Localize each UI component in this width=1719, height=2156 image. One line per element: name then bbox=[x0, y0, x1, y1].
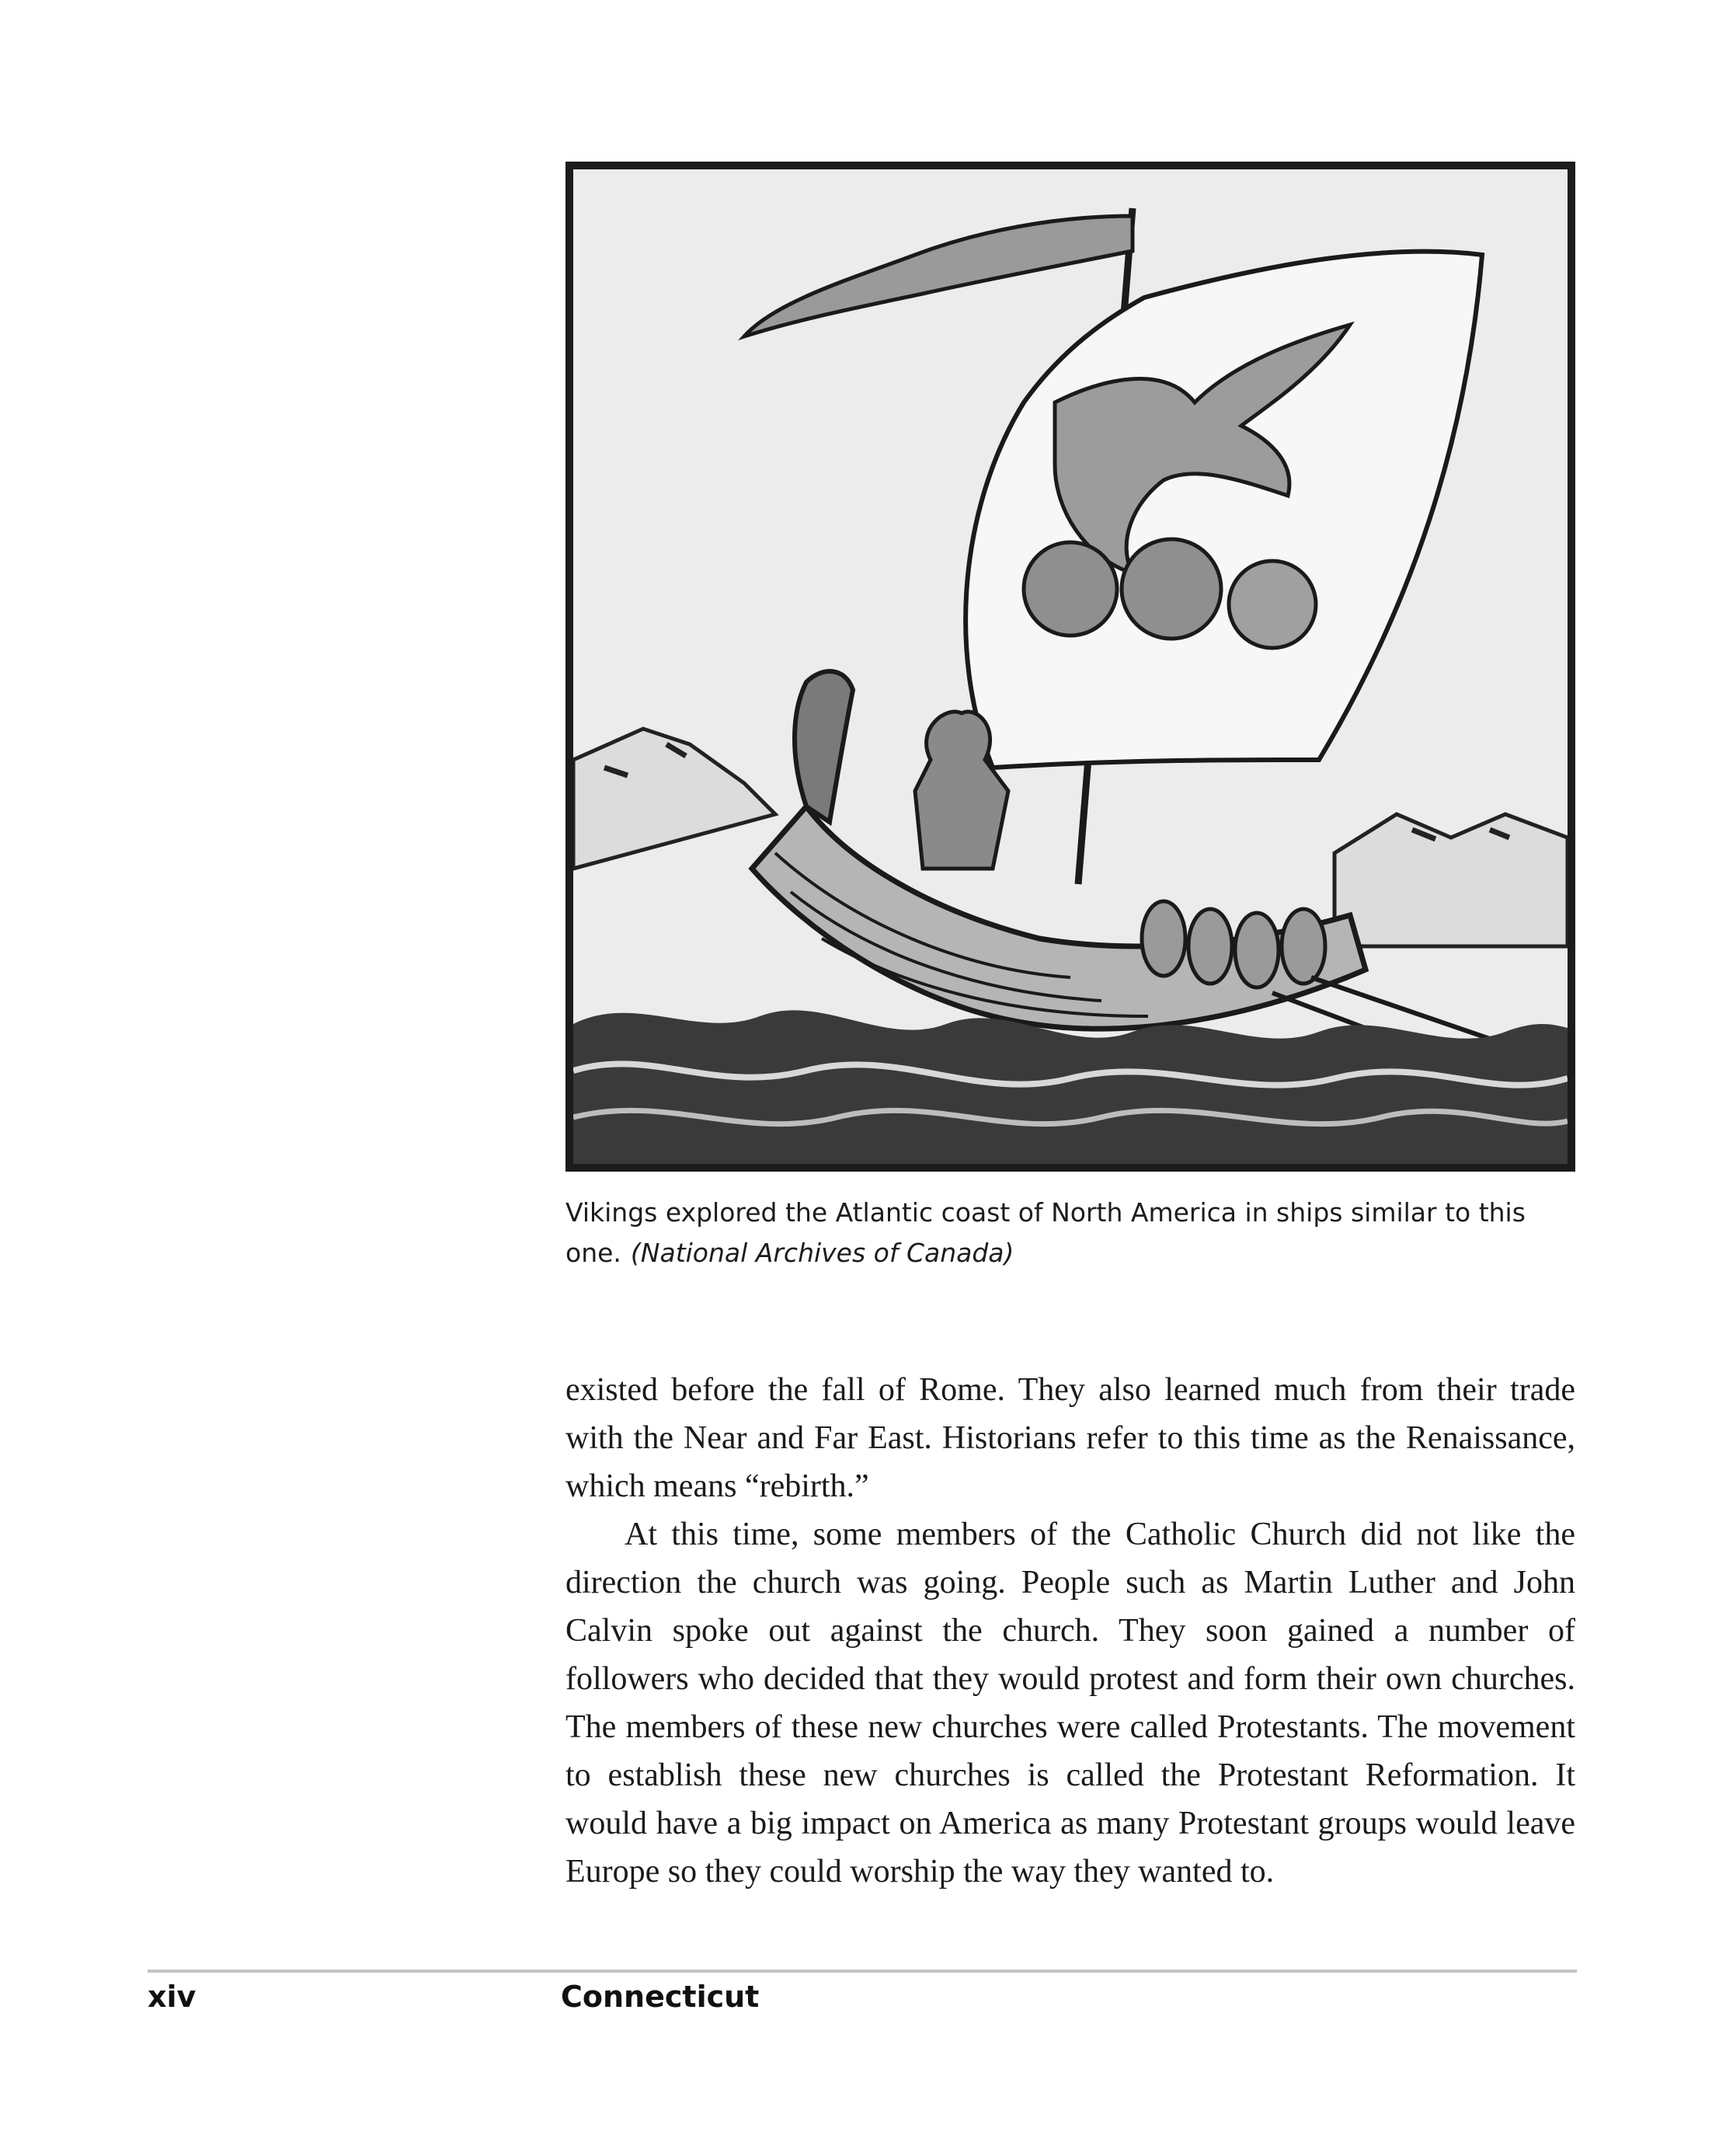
viking-ship-illustration bbox=[565, 162, 1575, 1172]
body-paragraph: existed before the fall of Rome. They also learned much from their trade with the Near and Far East. Historians refer to this time as the Renaissance, which means “rebirth.” bbox=[565, 1372, 1575, 1504]
figure-caption bbox=[565, 1193, 1575, 1273]
page-number: xiv bbox=[148, 1980, 197, 2014]
running-footer-title: Connecticut bbox=[561, 1980, 760, 2014]
body-paragraph: At this time, some members of the Catholic Church did not like the direction the church was going. People such as Martin Luther and John Calvin spoke out against the church. They soon gained a number of followers who decided that they would protest and form their own churches. The members of these new churches were called Protestants. The movement to establish these new churches is called the Protestant Reformation. It would have a big impact on America as many Protestant groups would leave Europe so they could worship the way they wanted to. bbox=[565, 1517, 1575, 1890]
body-text bbox=[565, 1366, 1575, 1896]
caption-text: Vikings explored the Atlantic coast of North America in ships similar to this one. bbox=[565, 1197, 1526, 1268]
caption-credit: (National Archives of Canada) bbox=[630, 1238, 1014, 1268]
footer-rule bbox=[148, 1970, 1577, 1973]
viking-ship-drawing bbox=[573, 169, 1568, 1164]
